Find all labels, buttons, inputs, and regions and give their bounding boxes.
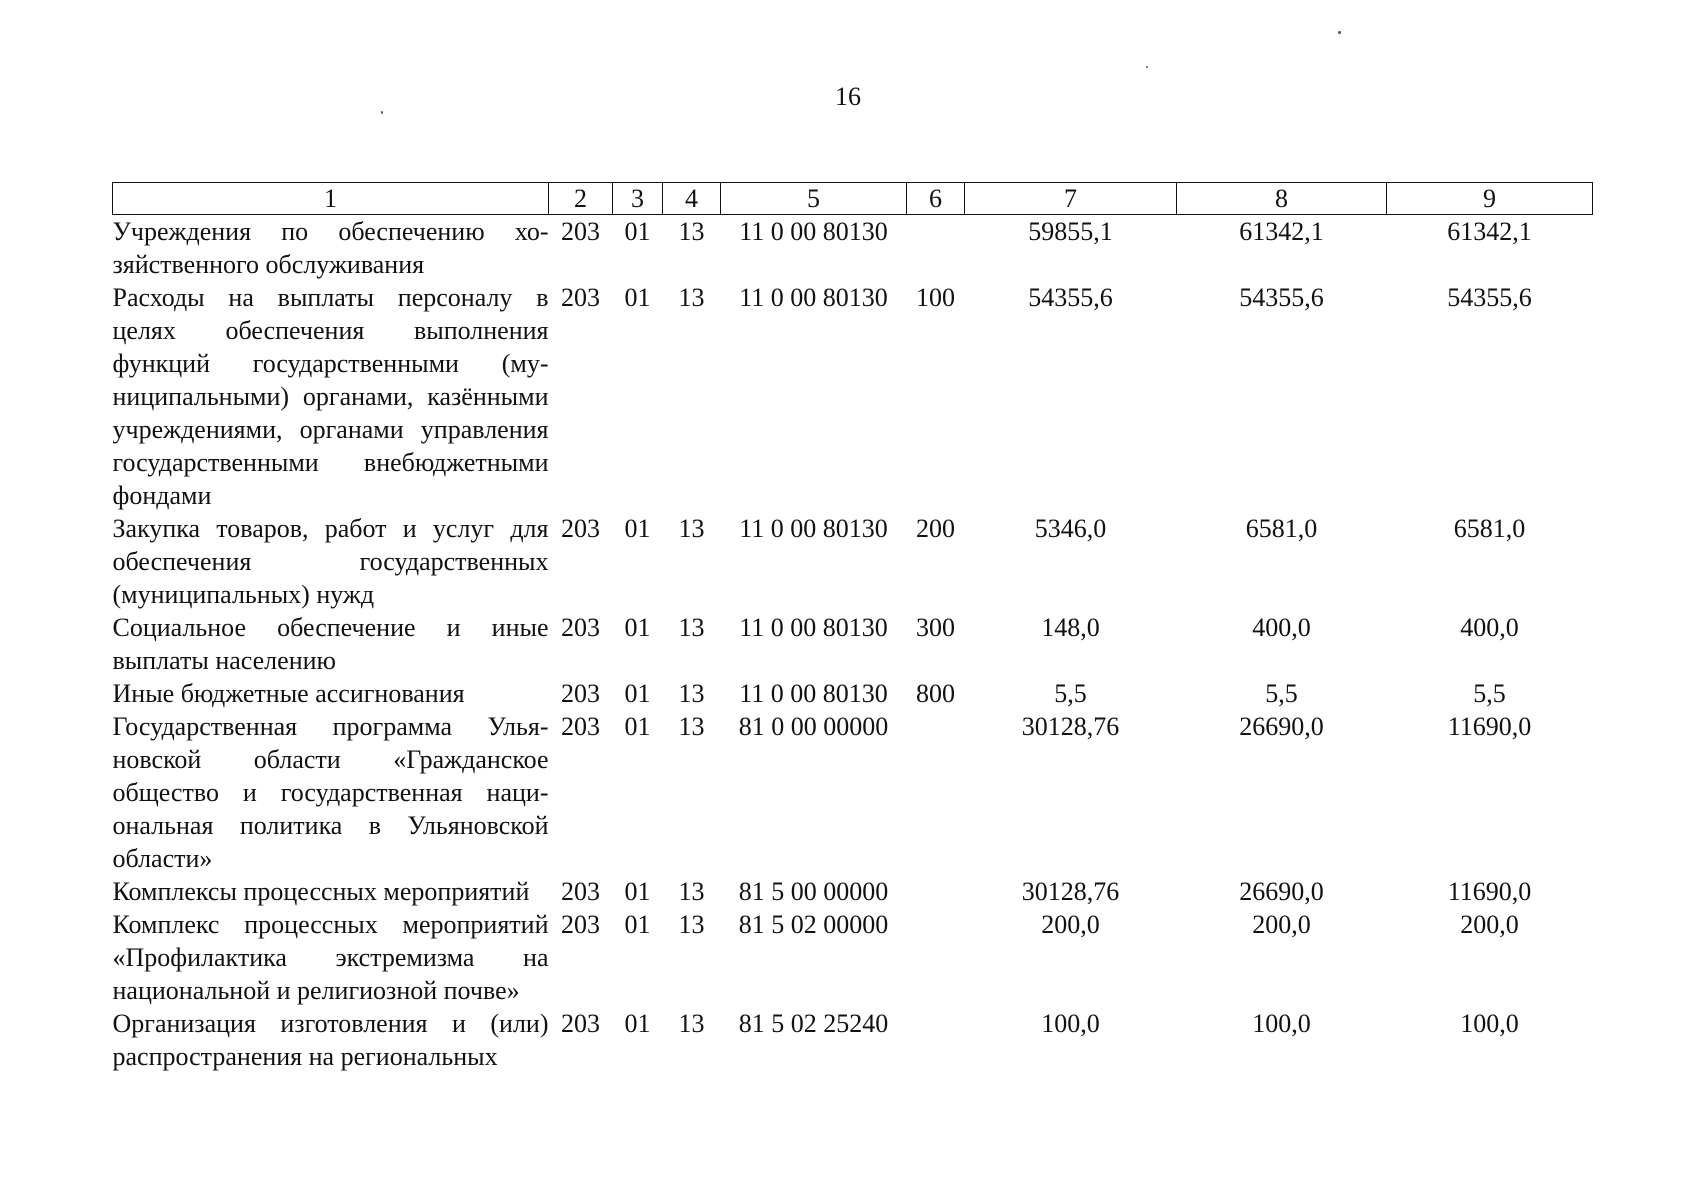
cell-code: 203: [561, 514, 600, 543]
cell-code: 01: [624, 514, 651, 543]
cell-code: [907, 908, 965, 1007]
cell-code: 13: [678, 514, 705, 543]
cell-amount: 30128,76: [1021, 712, 1120, 741]
cell-code: 11 0 00 80130: [739, 283, 888, 312]
cell-code: 203: [561, 217, 600, 246]
cell-code: 01: [624, 679, 651, 708]
cell-code: [907, 875, 965, 908]
cell-code: 01: [624, 877, 651, 906]
table-row: [113, 512, 1593, 611]
cell-code: 13: [678, 1009, 705, 1038]
col-header: 5: [721, 183, 907, 215]
cell-amount: 54355,6: [1447, 283, 1532, 312]
cell-amount: 100,0: [1460, 1009, 1519, 1038]
col-header: 7: [965, 183, 1177, 215]
cell-code: 13: [678, 613, 705, 642]
row-name: Расходы на выплаты персоналу в целях обеспечения выполнения функций государственными (муниципальными) органами, казёнными учреждениями, органами управления государственными внебюджетными фондами: [112, 283, 549, 510]
cell-amount: 6581,0: [1245, 514, 1318, 543]
cell-code: 13: [678, 910, 705, 939]
cell-amount: 148,0: [1041, 613, 1100, 642]
cell-code: 203: [561, 877, 600, 906]
cell-code: 13: [678, 712, 705, 741]
cell-amount: 11690,0: [1447, 712, 1532, 741]
row-name: Комплекс процессных мероприятий «Профилактика экстремизма на национальной и религиозной почве»: [112, 910, 549, 1005]
cell-code: 203: [561, 910, 600, 939]
scan-speck: [1338, 31, 1341, 34]
cell-code: 203: [561, 613, 600, 642]
row-name: Иные бюджетные ассигнования: [112, 679, 465, 708]
cell-code: 13: [678, 217, 705, 246]
cell-code: 01: [624, 217, 651, 246]
cell-amount: 11690,0: [1447, 877, 1532, 906]
table-row: [113, 710, 1593, 875]
cell-amount: 54355,6: [1239, 283, 1324, 312]
row-name: Организация изготовления и (или) распространения на региональных: [112, 1009, 549, 1071]
cell-code: 100: [916, 283, 955, 312]
cell-code: 01: [624, 712, 651, 741]
col-header: 1: [113, 183, 549, 215]
cell-code: 01: [624, 283, 651, 312]
cell-code: 01: [624, 1009, 651, 1038]
row-name: Учреждения по обеспечению хозяйственного обслуживания: [112, 217, 549, 279]
cell-code: 11 0 00 80130: [739, 613, 888, 642]
cell-amount: 26690,0: [1239, 712, 1324, 741]
cell-code: 11 0 00 80130: [739, 217, 888, 246]
cell-code: 13: [678, 679, 705, 708]
cell-code: 11 0 00 80130: [739, 514, 888, 543]
table-row: [113, 215, 1593, 282]
cell-amount: 5,5: [1054, 679, 1087, 708]
cell-code: 01: [624, 910, 651, 939]
cell-amount: 200,0: [1252, 910, 1311, 939]
cell-amount: 26690,0: [1239, 877, 1324, 906]
cell-amount: 200,0: [1460, 910, 1519, 939]
table-row: [113, 281, 1593, 512]
cell-code: [907, 1007, 965, 1073]
cell-code: 203: [561, 1009, 600, 1038]
cell-amount: 6581,0: [1453, 514, 1526, 543]
cell-code: 300: [916, 613, 955, 642]
row-name: Закупка товаров, работ и услуг для обеспечения государственных (муниципальных) нужд: [112, 514, 549, 609]
table-row: [113, 875, 1593, 908]
cell-amount: 5,5: [1265, 679, 1298, 708]
row-name: Комплексы процессных мероприятий: [112, 877, 530, 906]
cell-code: 203: [561, 679, 600, 708]
page-number: 16: [835, 82, 861, 111]
col-header: 8: [1177, 183, 1387, 215]
row-name: Социальное обеспечение и иные выплаты населению: [112, 613, 549, 675]
cell-code: [907, 710, 965, 875]
cell-code: 11 0 00 80130: [739, 679, 888, 708]
col-header: 6: [907, 183, 965, 215]
cell-code: 01: [624, 613, 651, 642]
row-name: Государственная программа Ульяновской области «Гражданское общество и государственная национальная политика в Ульяновской области»: [112, 712, 549, 873]
cell-code: 81 5 02 25240: [738, 1009, 889, 1038]
budget-table: [112, 182, 1593, 1073]
cell-code: 203: [561, 712, 600, 741]
col-header: 2: [549, 183, 613, 215]
cell-code: 81 5 00 00000: [738, 877, 889, 906]
cell-amount: 59855,1: [1028, 217, 1113, 246]
cell-amount: 30128,76: [1021, 877, 1120, 906]
table-row: [113, 908, 1593, 1007]
col-header: 4: [663, 183, 721, 215]
cell-amount: 400,0: [1460, 613, 1519, 642]
cell-code: 13: [678, 283, 705, 312]
col-header: 3: [613, 183, 663, 215]
cell-code: 13: [678, 877, 705, 906]
cell-code: 81 0 00 00000: [738, 712, 889, 741]
cell-code: 81 5 02 00000: [738, 910, 889, 939]
cell-amount: 5,5: [1473, 679, 1506, 708]
cell-amount: 200,0: [1041, 910, 1100, 939]
cell-amount: 100,0: [1252, 1009, 1311, 1038]
col-header: 9: [1387, 183, 1593, 215]
scan-speck: [1146, 66, 1148, 68]
cell-amount: 61342,1: [1239, 217, 1324, 246]
cell-code: 203: [561, 283, 600, 312]
cell-amount: 54355,6: [1028, 283, 1113, 312]
cell-amount: 400,0: [1252, 613, 1311, 642]
cell-amount: 100,0: [1041, 1009, 1100, 1038]
cell-amount: 61342,1: [1447, 217, 1532, 246]
table-row: [113, 611, 1593, 677]
cell-code: 800: [916, 679, 955, 708]
table-row: [113, 1007, 1593, 1073]
cell-code: [907, 215, 965, 282]
cell-amount: 5346,0: [1034, 514, 1107, 543]
header-row: [113, 183, 1593, 215]
cell-code: 200: [916, 514, 955, 543]
table-row: [113, 677, 1593, 710]
scan-speck: [381, 111, 383, 114]
